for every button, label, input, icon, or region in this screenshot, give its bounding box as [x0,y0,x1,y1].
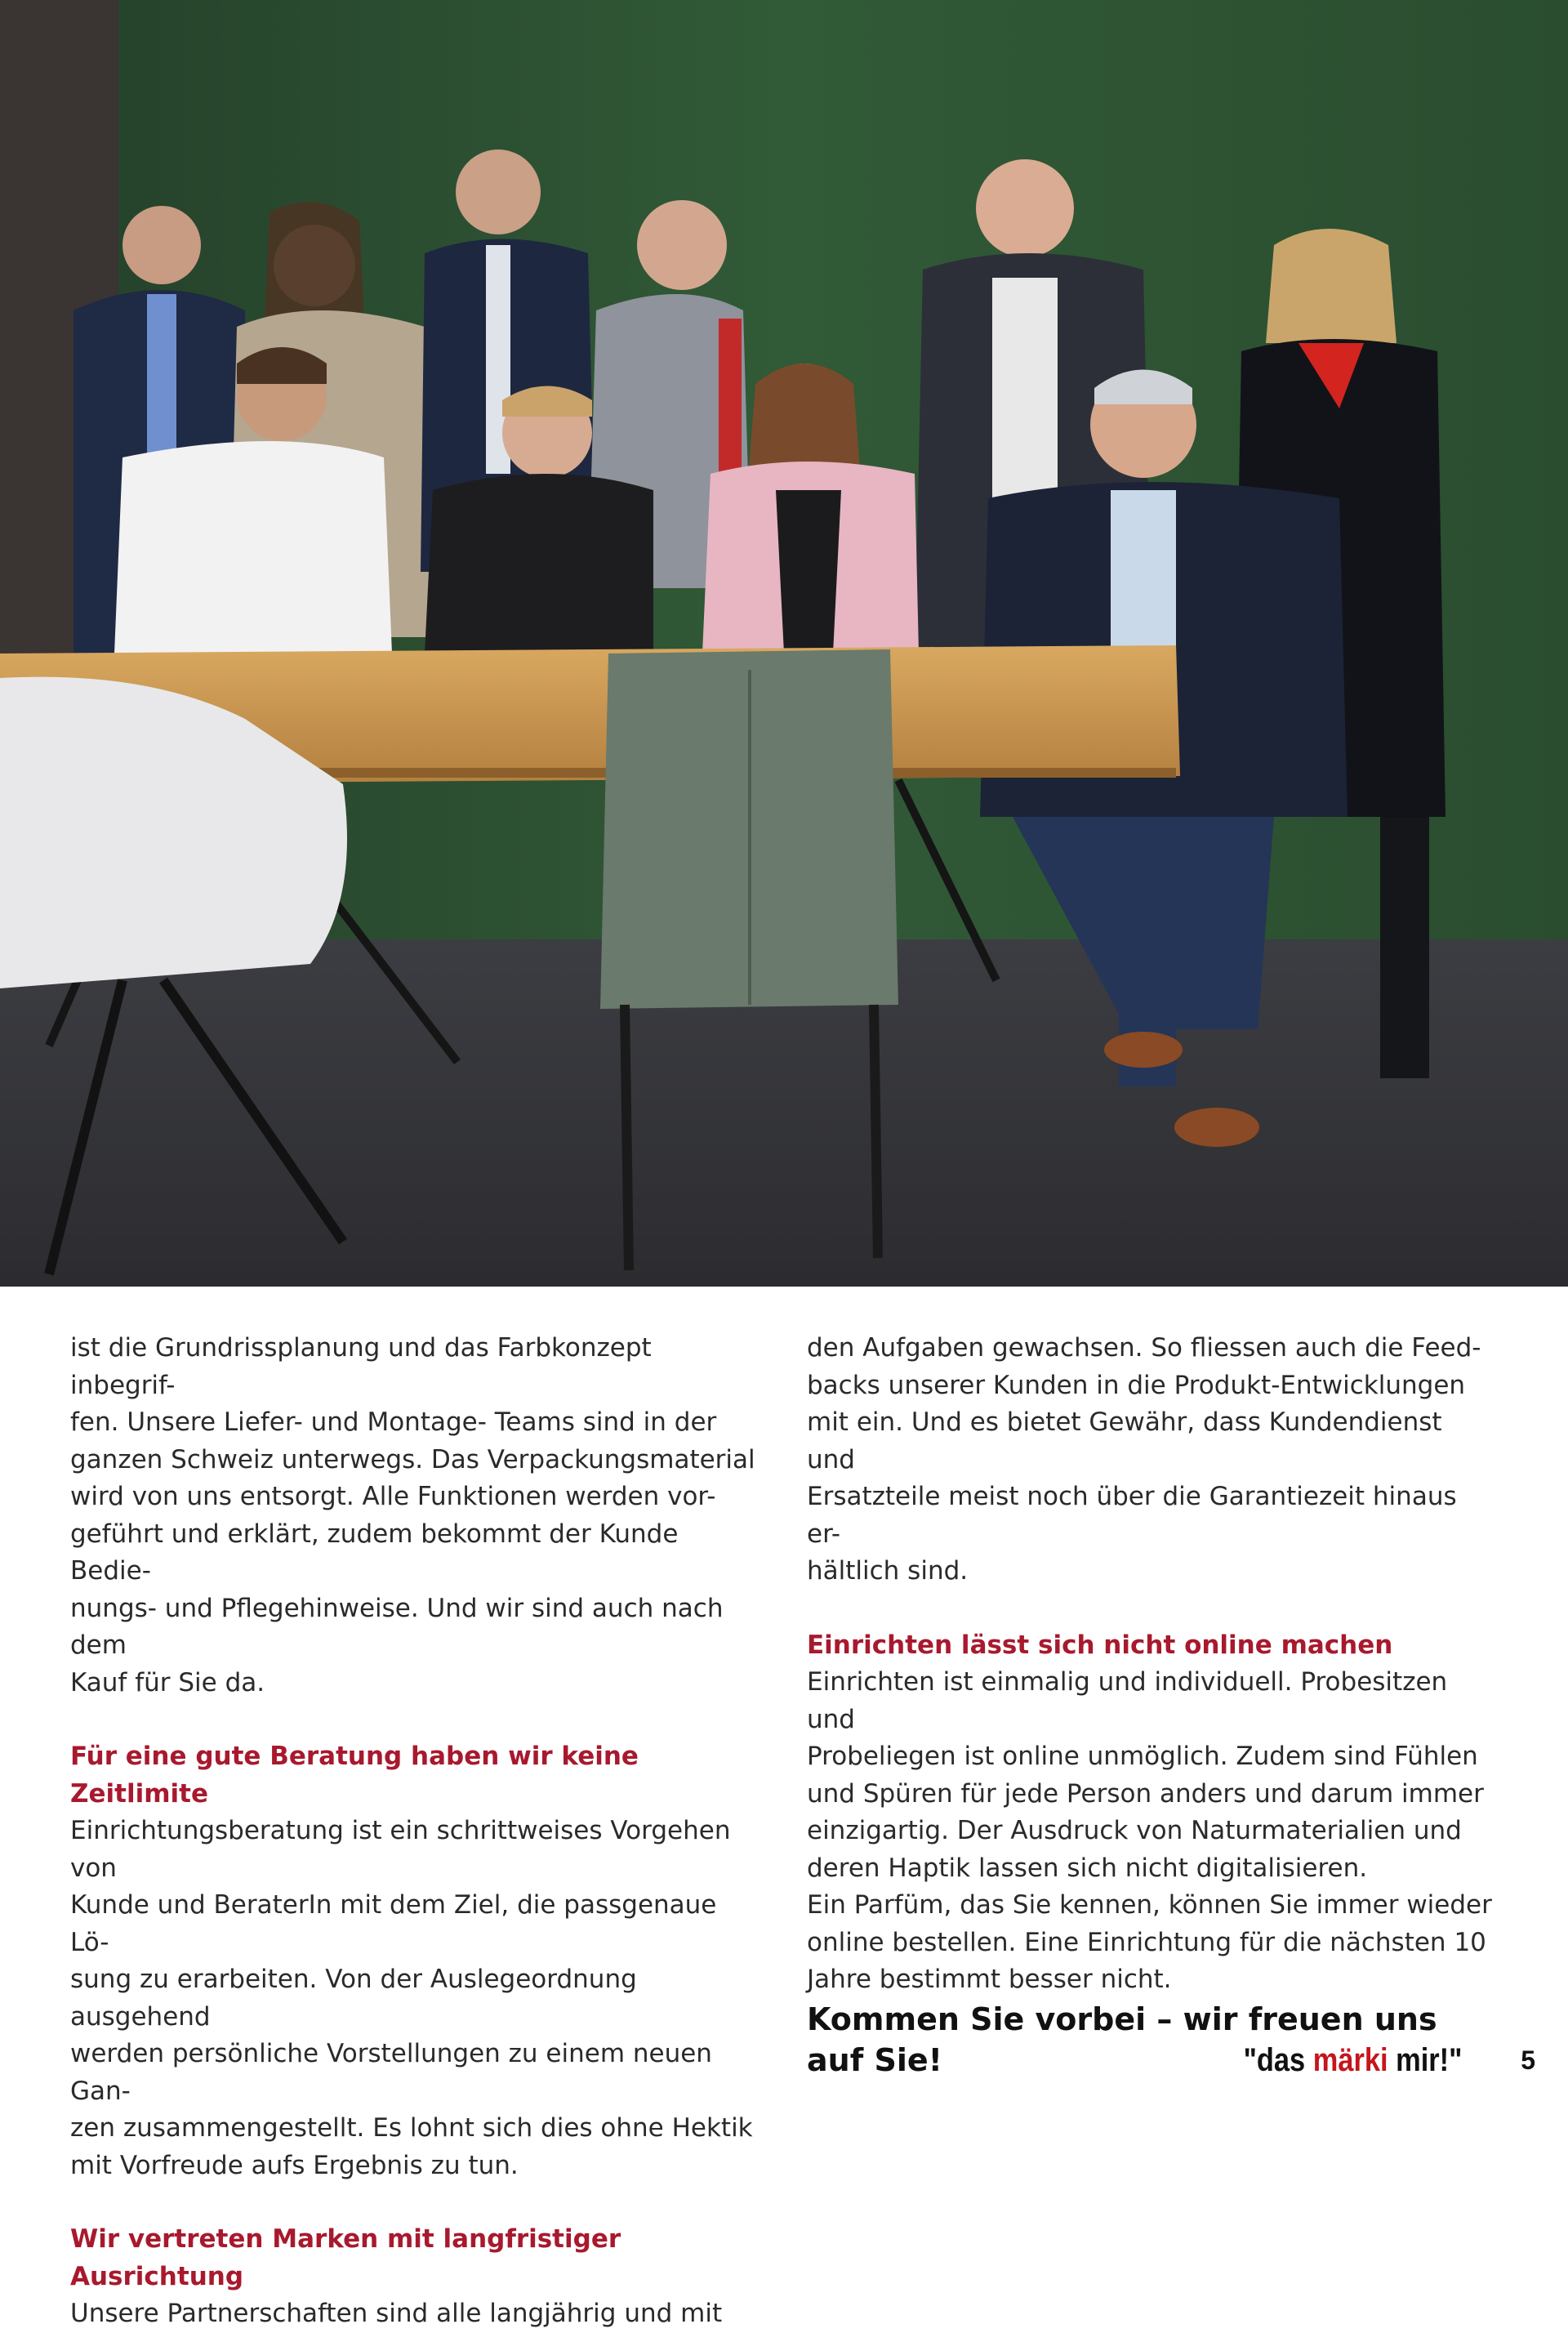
intro-line: fen. Unsere Liefer- und Montage- Teams sind in der [70,1407,717,1437]
body-line: Unsere Partnerschaften sind alle langjährig und mit [70,2299,723,2328]
body-line: und Spüren für jede Person anders und darum immer [807,1778,1484,1809]
intro-line: den Aufgaben gewachsen. So fliessen auch die Feed- [807,1333,1481,1363]
intro-line: Kauf für Sie da. [70,1667,265,1697]
body-line: Einrichten ist einmalig und individuell. Probesitzen und [807,1667,1448,1734]
intro-line: Ersatzteile meist noch über die Garantiezeit hinaus er- [807,1482,1457,1549]
intro-line: nungs- und Pflegehinweise. Und wir sind auch nach dem [70,1593,724,1660]
body-line: Ein Parfüm, das Sie kennen, können Sie immer wieder [807,1890,1492,1920]
body-line: Einrichtungsberatung ist ein schrittweises Vorgehen von [70,1816,731,1883]
section-heading-beratung: Für eine gute Beratung haben wir keine Zeitlimite [70,1742,639,1809]
slogan-brand: märki [1312,2042,1388,2078]
body-line: Kunde und BeraterIn mit dem Ziel, die passgenaue Lö- [70,1890,717,1957]
body-line: einzigartig. Der Ausdruck von Naturmaterialien und [807,1816,1462,1845]
body-line: zen zusammengestellt. Es lohnt sich dies ohne Hektik [70,2113,753,2143]
body-line: sung zu erarbeiten. Von der Auslegeordnung ausgehend [70,1965,637,2032]
intro-line: hältlich sind. [807,1556,969,1586]
call-to-action: Kommen Sie vorbei – wir freuen uns auf Sie! [807,2001,1437,2078]
slogan-part: "das [1243,2042,1313,2078]
right-text-column [807,1330,1493,2081]
body-line: Jahre bestimmt besser nicht. [807,1965,1172,1994]
intro-line: ist die Grundrissplanung und das Farbkonzept inbegrif- [70,1333,652,1400]
page-footer [1225,2042,1535,2083]
slogan-part: mir!" [1388,2042,1462,2078]
intro-line: wird von uns entsorgt. Alle Funktionen werden vor- [70,1482,716,1511]
intro-line: mit ein. Und es bietet Gewähr, dass Kundendienst und [807,1407,1442,1474]
intro-line: backs unserer Kunden in die Produkt-Entwicklungen [807,1370,1466,1400]
body-line: Probeliegen ist online unmöglich. Zudem sind Fühlen [807,1742,1478,1771]
body-line: deren Haptik lassen sich nicht digitalisieren. [807,1853,1368,1883]
section-heading-online: Einrichten lässt sich nicht online machen [807,1630,1393,1660]
slogan [1243,2042,1462,2079]
intro-line: geführt und erklärt, zudem bekommt der Kunde Bedie- [70,1519,679,1586]
page-number: 5 [1521,2045,1535,2075]
body-line: werden persönliche Vorstellungen zu einem neuen Gan- [70,2039,712,2106]
section-heading-marken: Wir vertreten Marken mit langfristiger Ausrichtung [70,2224,621,2291]
body-line: mit Vorfreude aufs Ergebnis zu tun. [70,2150,519,2180]
intro-line: ganzen Schweiz unterwegs. Das Verpackungsmaterial [70,1444,755,1474]
left-text-column [70,1330,756,2333]
body-line: online bestellen. Eine Einrichtung für die nächsten 10 [807,1927,1486,1957]
